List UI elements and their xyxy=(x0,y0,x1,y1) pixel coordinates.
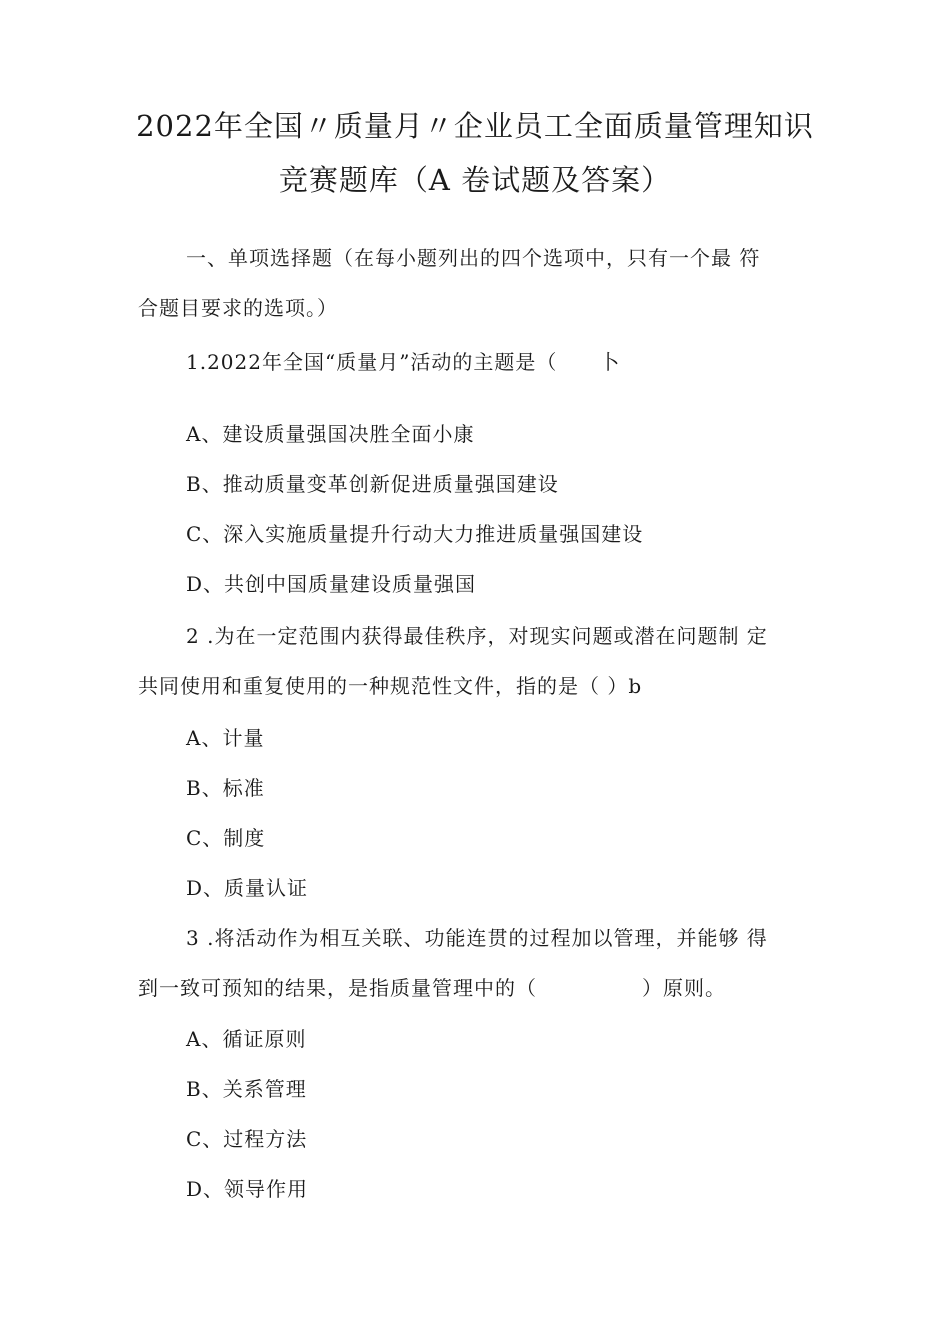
section-heading-line-2: 合题目要求的选项。） xyxy=(138,296,338,320)
question-3-stem-line-1: 3 .将活动作为相互关联、功能连贯的过程加以管理，并能够 得 xyxy=(186,926,768,950)
question-2-stem-line-1: 2 .为在一定范围内获得最佳秩序，对现实问题或潜在问题制 定 xyxy=(186,624,768,648)
question-2-stem-line-2: 共同使用和重复使用的一种规范性文件，指的是（ ）b xyxy=(138,674,643,698)
question-1-option-b: B、推动质量变革创新促进质量强国建设 xyxy=(186,472,559,496)
question-3-option-c: C、过程方法 xyxy=(186,1127,308,1151)
question-3-option-b: B、关系管理 xyxy=(186,1077,307,1101)
question-1-option-d: D、共创中国质量建设质量强国 xyxy=(186,572,477,596)
question-2-option-b: B、标准 xyxy=(186,776,265,800)
section-heading-line-1: 一、单项选择题（在每小题列出的四个选项中，只有一个最 符 xyxy=(186,246,761,270)
question-3-stem-line-2: 到一致可预知的结果，是指质量管理中的（ ）原则。 xyxy=(138,976,726,1000)
question-1-stem: 1.2022年全国“质量月”活动的主题是（ 卜 xyxy=(186,350,621,374)
question-3-option-a: A、循证原则 xyxy=(186,1027,307,1051)
question-2-option-d: D、质量认证 xyxy=(186,876,309,900)
question-3-option-d: D、领导作用 xyxy=(186,1177,309,1201)
question-2-option-c: C、制度 xyxy=(186,826,266,850)
question-1-option-a: A、建设质量强国决胜全面小康 xyxy=(186,422,475,446)
document-title-line-1: 2022年全国〃质量月〃企业员工全面质量管理知识 xyxy=(136,109,814,143)
document-title-line-2: 竞赛题库（A 卷试题及答案） xyxy=(278,163,672,197)
question-1-option-c: C、深入实施质量提升行动大力推进质量强国建设 xyxy=(186,522,644,546)
question-2-option-a: A、计量 xyxy=(186,726,265,750)
